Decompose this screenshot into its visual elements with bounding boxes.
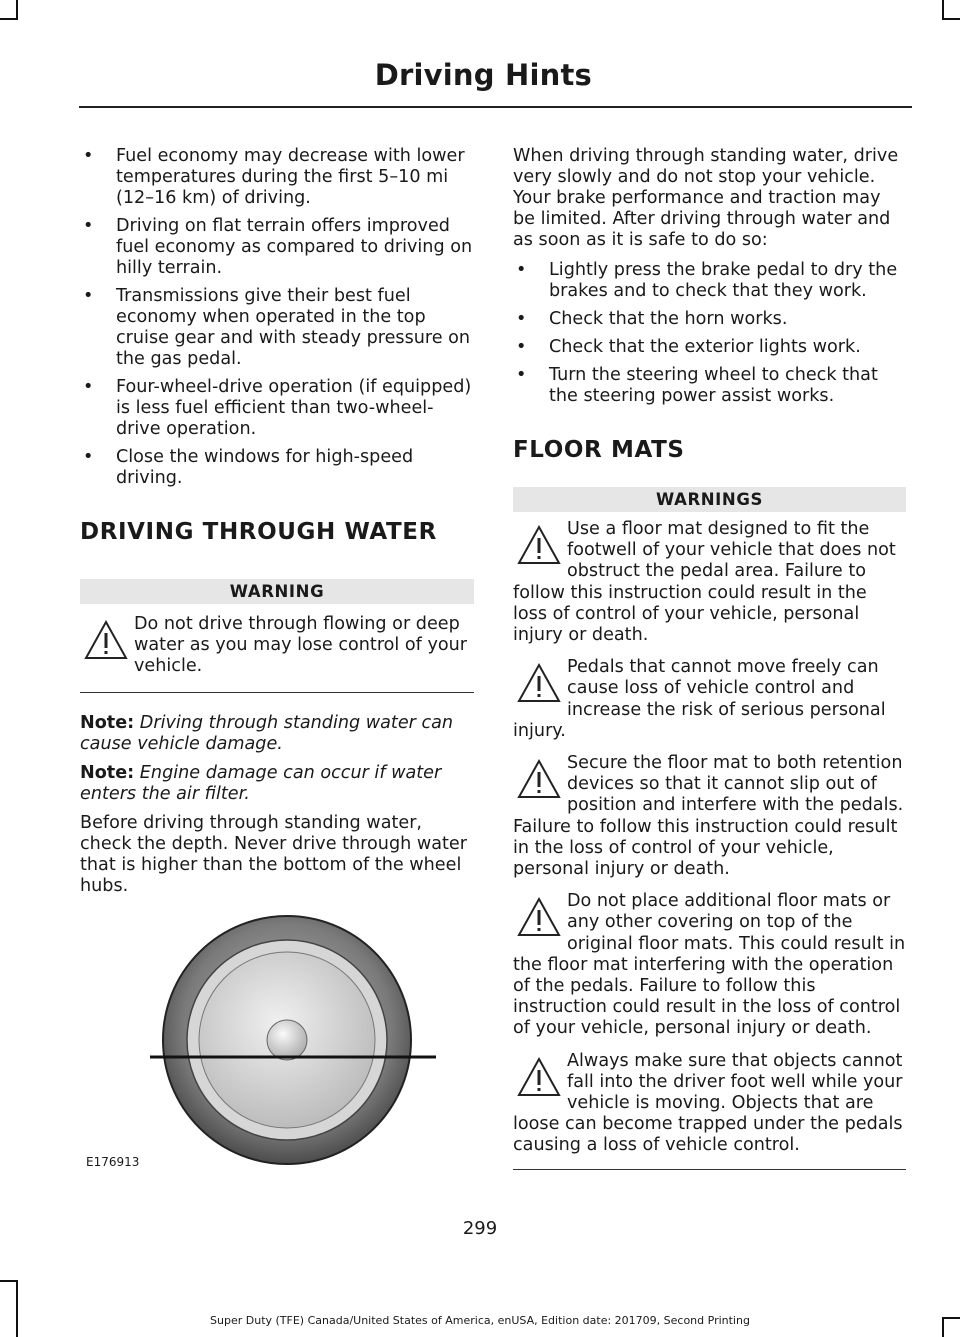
warning-text: Pedals that cannot move freely can cause loss of vehicle control and increase the risk of serious personal injury. [513,657,886,741]
crop-mark [0,1280,18,1282]
warning-triangle-icon [513,523,565,571]
warning-text: Always make sure that objects cannot fall into the driver foot well while your vehicle is moving. Objects that are loose can become trapped under the pedals causing a loss of vehicle control. [513,1050,903,1156]
warning-triangle-icon [513,661,565,709]
warning-block [513,657,906,742]
edition-footer: Super Duty (TFE) Canada/United States of America, enUSA, Edition date: 201709, Second Printing [210,1314,750,1327]
warning-triangle-icon [513,1055,565,1103]
warning-triangle-icon [80,618,132,666]
after-water-checklist [513,260,906,407]
section-heading-driving-through-water: DRIVING THROUGH WATER [80,519,437,545]
warnings-heading: WARNINGS [513,487,906,512]
page-number: 299 [462,1218,498,1239]
list-item: • Transmissions give their best fuel economy when operated in the top cruise gear and with steady pressure on the gas pedal. [83,286,471,369]
warning-text: Do not place additional floor mats or any other covering on top of the original floor mats. This could result in the floor mat interfering with the operation of the pedals. Failure to follow this instruction could result in the loss of control of your vehicle, personal injury or death. [513,891,906,1039]
right-column [513,146,906,1170]
list-item: • Fuel economy may decrease with lower temperatures during the first 5–10 mi (12–16 km) of driving. [83,146,465,208]
section-heading-floor-mats: FLOOR MATS [513,437,685,463]
warning-text: Do not drive through flowing or deep water as you may lose control of your vehicle. [134,614,468,677]
warning-divider [80,692,474,693]
crop-mark [0,18,18,20]
crop-mark [16,1280,18,1337]
list-item: • Turn the steering wheel to check that the steering power assist works. [516,365,878,406]
note: Note: Driving through standing water can cause vehicle damage. [80,712,454,754]
crop-mark [942,18,960,20]
list-item: • Check that the exterior lights work. [516,337,861,357]
figure-code: E176913 [86,1155,140,1169]
left-column [80,146,474,897]
warning-triangle-icon [513,757,565,805]
crop-mark [942,0,944,20]
paragraph: When driving through standing water, drive very slowly and do not stop your vehicle. Your brake performance and traction may be limited. After driving through water and as soon as it is safe to do so: [513,146,899,250]
warning-text: Use a floor mat designed to fit the footwell of your vehicle that does not obstruct the pedal area. Failure to follow this instruction could result in the loss of control of your vehicle, personal injury or death. [513,519,896,646]
list-item: • Driving on flat terrain offers improved fuel economy as compared to driving on hilly terrain. [83,216,473,278]
warning-block [513,891,906,1039]
warning-block [513,519,906,646]
wheel-water-depth-illustration [80,905,475,1175]
warning-block [513,753,906,880]
list-item: • Four-wheel-drive operation (if equipped) is less fuel efficient than two-wheel-drive operation. [83,377,472,439]
warning-text: Secure the floor mat to both retention devices so that it cannot slip out of position and interfere with the pedals. Failure to follow this instruction could result in the loss of control of your vehicle, personal injury or death. [513,753,904,880]
page-title: Driving Hints [374,58,592,92]
list-item: • Lightly press the brake pedal to dry the brakes and to check that they work. [516,260,898,301]
warning-heading: WARNING [80,579,474,604]
fuel-economy-list [80,146,474,489]
warning-divider [513,1169,906,1170]
warning-block [80,614,474,678]
crop-mark [16,0,18,20]
paragraph: Before driving through standing water, check the depth. Never drive through water that is higher than the bottom of the wheel hubs. [80,812,467,896]
header-divider [79,106,912,108]
warning-triangle-icon [513,895,565,943]
list-item: • Check that the horn works. [516,309,788,329]
note: Note: Engine damage can occur if water enters the air filter. [80,762,442,804]
warning-block [513,1051,906,1157]
list-item: • Close the windows for high-speed driving. [83,447,414,488]
